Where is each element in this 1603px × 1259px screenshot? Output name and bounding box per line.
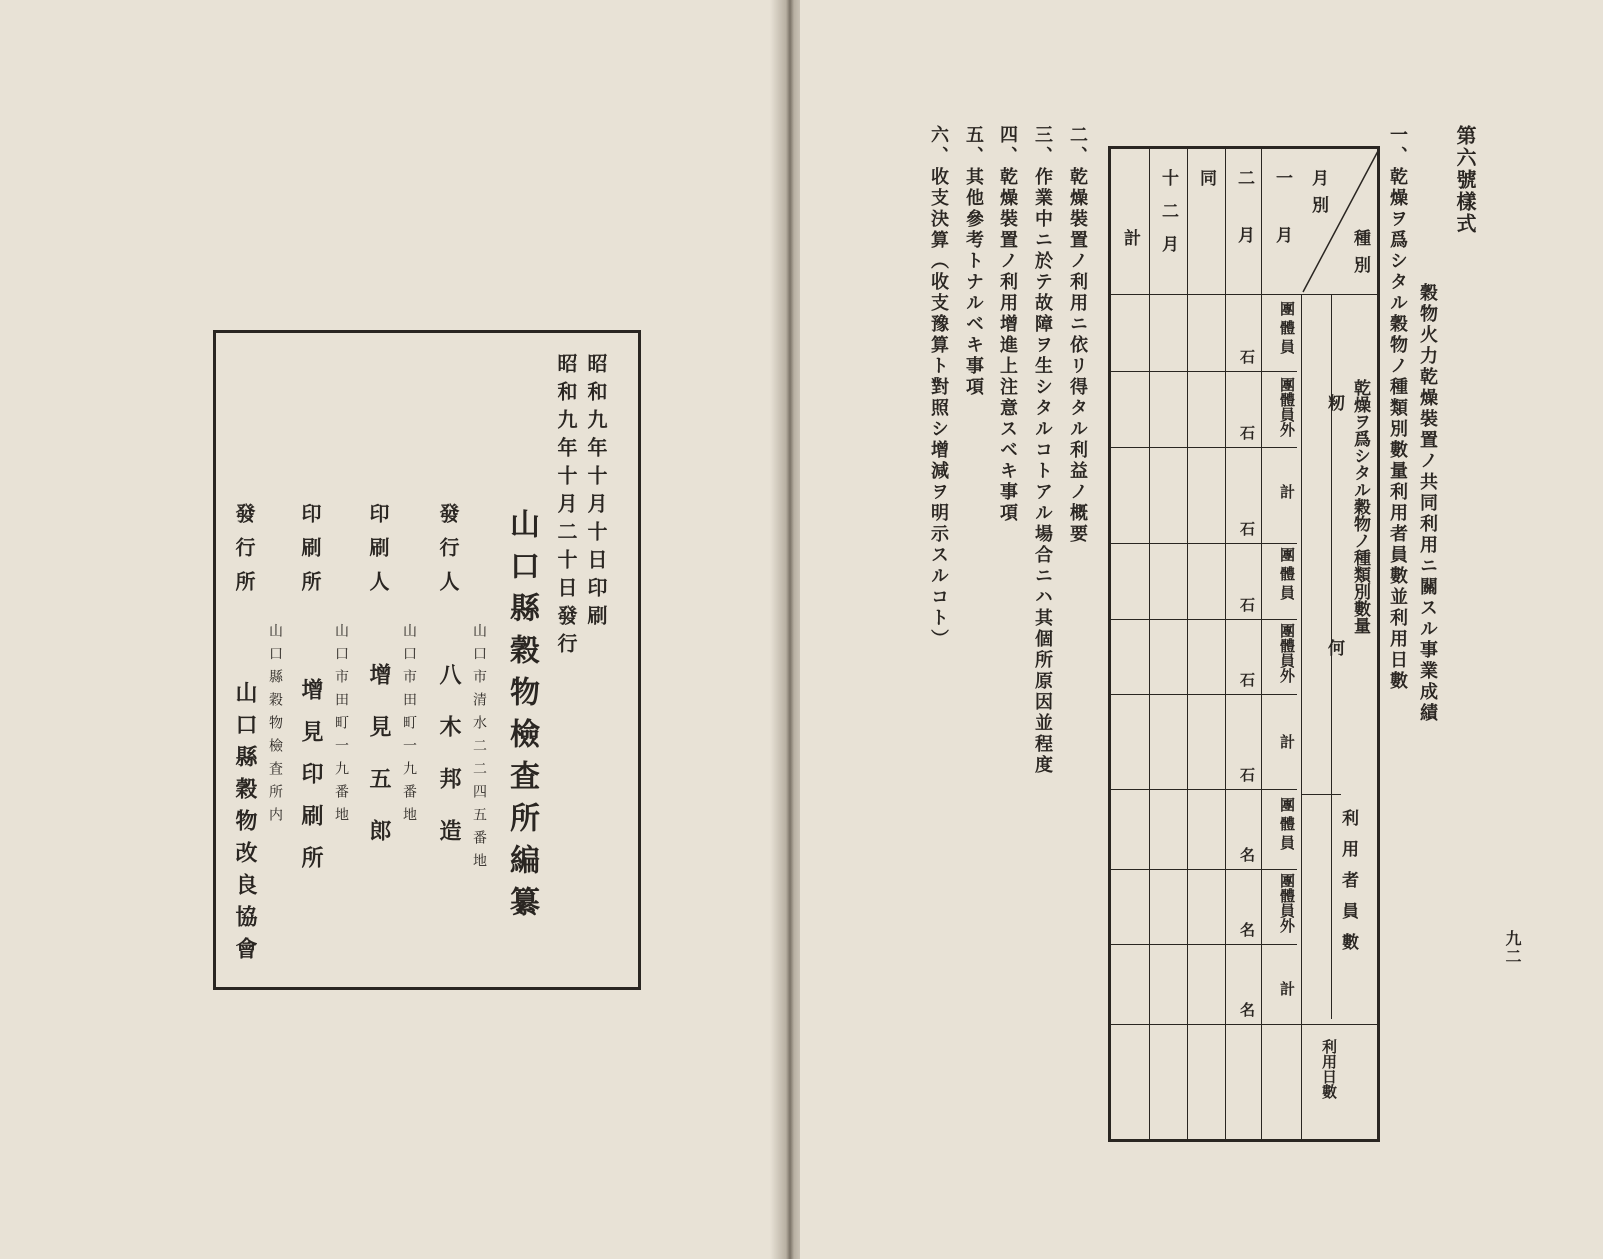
- compiler-name: 山口縣穀物檢査所編纂: [504, 508, 539, 928]
- col-header-3: 計: [1278, 484, 1296, 499]
- form-table: [1108, 146, 1380, 1142]
- form-number: 第六號樣式: [1453, 125, 1477, 235]
- page-number: 九二: [1503, 930, 1522, 966]
- printer-label: 印刷人: [366, 503, 390, 605]
- unit-1: 石: [1238, 349, 1256, 364]
- row-label-dec: 十二月: [1158, 169, 1178, 268]
- form-title: 穀物火力乾燥裝置ノ共同利用ニ關スル事業成績: [1417, 283, 1438, 724]
- subgroup-paddy: 籾: [1324, 394, 1344, 411]
- issuer-name: 山口縣穀物改良協會: [232, 681, 258, 969]
- users-header: 利用者員數: [1338, 809, 1358, 964]
- corner-top-label: 種別: [1350, 229, 1370, 283]
- item-1: 一、乾燥ヲ爲シタル穀物ノ種類別數量利用者員數並利用日數: [1387, 125, 1408, 692]
- issue-date: 昭和九年十月二十日發行: [554, 353, 578, 661]
- group-header: 乾燥ヲ爲シタル穀物ノ種類別數量: [1350, 379, 1370, 634]
- col-header-2: 團體員外: [1278, 377, 1296, 437]
- printer-address: 山口市田町一九番地: [401, 623, 417, 830]
- issuer-label: 發行所: [232, 503, 256, 605]
- col-header-8: 團體員外: [1278, 873, 1296, 933]
- row-label-jan: 一月: [1272, 169, 1292, 283]
- unit-5: 石: [1238, 672, 1256, 687]
- days-header: 利用日數: [1320, 1039, 1338, 1099]
- unit-2: 石: [1238, 425, 1256, 440]
- col-header-1: 團體員: [1278, 301, 1296, 358]
- corner-bottom-label: 月別: [1308, 169, 1328, 223]
- item-6: 六、收支決算（收支豫算ト對照シ增減ヲ明示スルコト）: [928, 125, 949, 650]
- colophon-box: [213, 330, 641, 990]
- printer-name: 增見五郎: [366, 663, 392, 871]
- item-5: 五、其他參考トナルベキ事項: [963, 125, 984, 398]
- item-2: 二、乾燥裝置ノ利用ニ依リ得タル利益ノ概要: [1067, 125, 1088, 545]
- col-header-7: 團體員: [1278, 797, 1296, 854]
- item-4: 四、乾燥裝置ノ利用增進上注意スベキ事項: [997, 125, 1018, 524]
- print-shop-name: 增見印刷所: [298, 678, 324, 888]
- unit-3: 石: [1238, 521, 1256, 536]
- col-header-5: 團體員外: [1278, 623, 1296, 683]
- print-shop-address: 山口市田町一九番地: [333, 623, 349, 830]
- row-label-total: 計: [1120, 229, 1140, 246]
- unit-6: 石: [1238, 767, 1256, 782]
- left-page: [0, 0, 790, 1259]
- col-header-9: 計: [1278, 981, 1296, 996]
- unit-8: 名: [1238, 922, 1256, 937]
- publisher-label: 發行人: [436, 503, 460, 605]
- row-label-feb: 二月: [1234, 169, 1254, 283]
- print-date: 昭和九年十月十日印刷: [584, 353, 608, 633]
- unit-7: 名: [1238, 847, 1256, 862]
- publisher-name: 八木邦造: [436, 663, 462, 871]
- publisher-address: 山口市清水二二四五番地: [471, 623, 487, 876]
- issuer-address: 山口縣穀物檢査所内: [267, 623, 283, 830]
- unit-4: 石: [1238, 597, 1256, 612]
- print-shop-label: 印刷所: [298, 503, 322, 605]
- col-header-6: 計: [1278, 734, 1296, 749]
- unit-9: 名: [1238, 1002, 1256, 1017]
- item-3: 三、作業中ニ於テ故障ヲ生シタルコトアル場合ニハ其個所原因並程度: [1032, 125, 1053, 776]
- row-label-same: 同: [1196, 169, 1216, 186]
- col-header-4: 團體員: [1278, 547, 1296, 604]
- subgroup-other: 何: [1324, 639, 1344, 656]
